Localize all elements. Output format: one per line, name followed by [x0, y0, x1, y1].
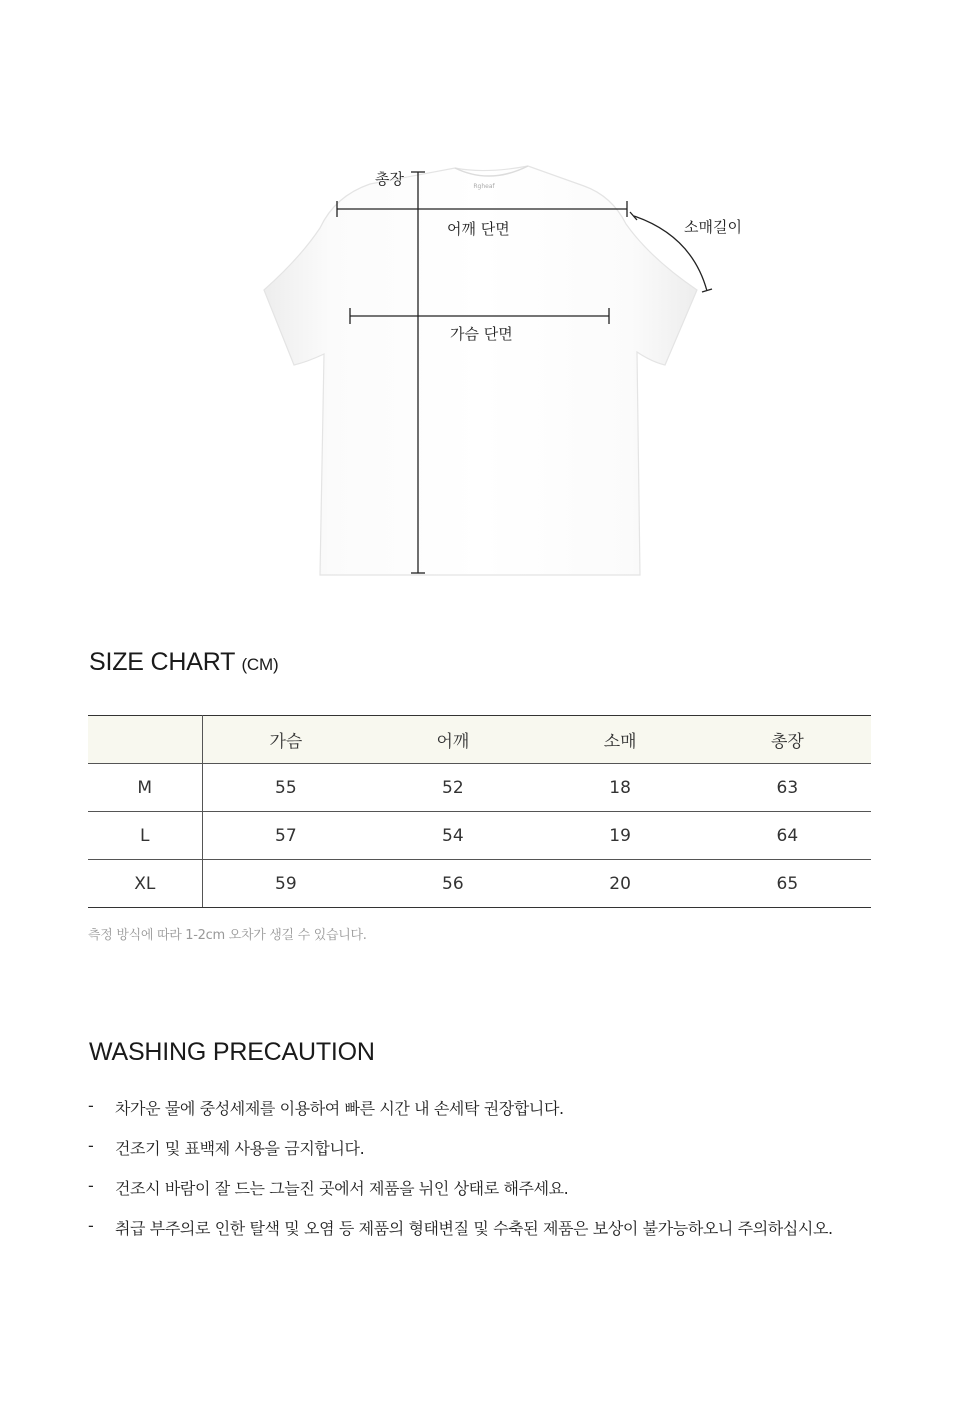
chest-label: 가슴 단면 — [450, 325, 513, 343]
list-item-text: 건조기 및 표백제 사용을 금지합니다. — [115, 1139, 365, 1158]
size-chart-title-text: SIZE CHART — [89, 648, 235, 676]
list-item-text: 차가운 물에 중성세제를 이용하여 빠른 시간 내 손세탁 권장합니다. — [115, 1099, 564, 1118]
size-chart-title — [89, 648, 278, 677]
sleeve-cell: 18 — [537, 764, 704, 812]
sleeve-cell: 19 — [537, 812, 704, 860]
sleeve-cell: 20 — [537, 860, 704, 908]
total-length-label: 총장 — [375, 170, 404, 188]
shoulder-cell: 56 — [369, 860, 536, 908]
length-cell: 64 — [704, 812, 871, 860]
header-cell-shoulder: 어깨 — [369, 716, 536, 764]
size-chart-unit: (CM) — [241, 655, 279, 674]
table-row — [88, 812, 871, 860]
header-cell-size — [88, 716, 202, 764]
length-cell: 63 — [704, 764, 871, 812]
header-cell-length: 총장 — [704, 716, 871, 764]
chest-cell: 59 — [202, 860, 369, 908]
bullet-dash: - — [88, 1216, 94, 1235]
washing-title: WASHING PRECAUTION — [89, 1038, 375, 1066]
bullet-dash: - — [88, 1096, 94, 1115]
list-item-text: 취급 부주의로 인한 탈색 및 오염 등 제품의 형태변질 및 수축된 제품은 보상이 불가능하오니 주의하십시오. — [115, 1219, 833, 1238]
table-row — [88, 764, 871, 812]
size-cell: M — [88, 764, 202, 812]
list-item — [88, 1096, 833, 1136]
bullet-dash: - — [88, 1176, 94, 1195]
size-table-header-row — [88, 716, 871, 764]
measurement-note: 측정 방식에 따라 1-2cm 오차가 생길 수 있습니다. — [88, 928, 367, 943]
header-cell-chest: 가슴 — [202, 716, 369, 764]
size-cell: L — [88, 812, 202, 860]
size-table — [88, 715, 871, 908]
washing-list — [88, 1096, 833, 1256]
list-item — [88, 1176, 833, 1216]
list-item — [88, 1216, 833, 1256]
collar-tag-text: Rgheaf — [473, 183, 495, 190]
shoulder-cell: 54 — [369, 812, 536, 860]
bullet-dash: - — [88, 1136, 94, 1155]
sleeve-length-label: 소매길이 — [684, 218, 742, 236]
shoulder-label: 어깨 단면 — [447, 220, 510, 238]
list-item — [88, 1136, 833, 1176]
list-item-text: 건조시 바람이 잘 드는 그늘진 곳에서 제품을 뉘인 상태로 해주세요. — [115, 1179, 569, 1198]
shoulder-cell: 52 — [369, 764, 536, 812]
size-cell: XL — [88, 860, 202, 908]
chest-cell: 55 — [202, 764, 369, 812]
table-row — [88, 860, 871, 908]
length-cell: 65 — [704, 860, 871, 908]
header-cell-sleeve: 소매 — [537, 716, 704, 764]
tshirt-measurement-diagram — [0, 0, 960, 600]
chest-cell: 57 — [202, 812, 369, 860]
